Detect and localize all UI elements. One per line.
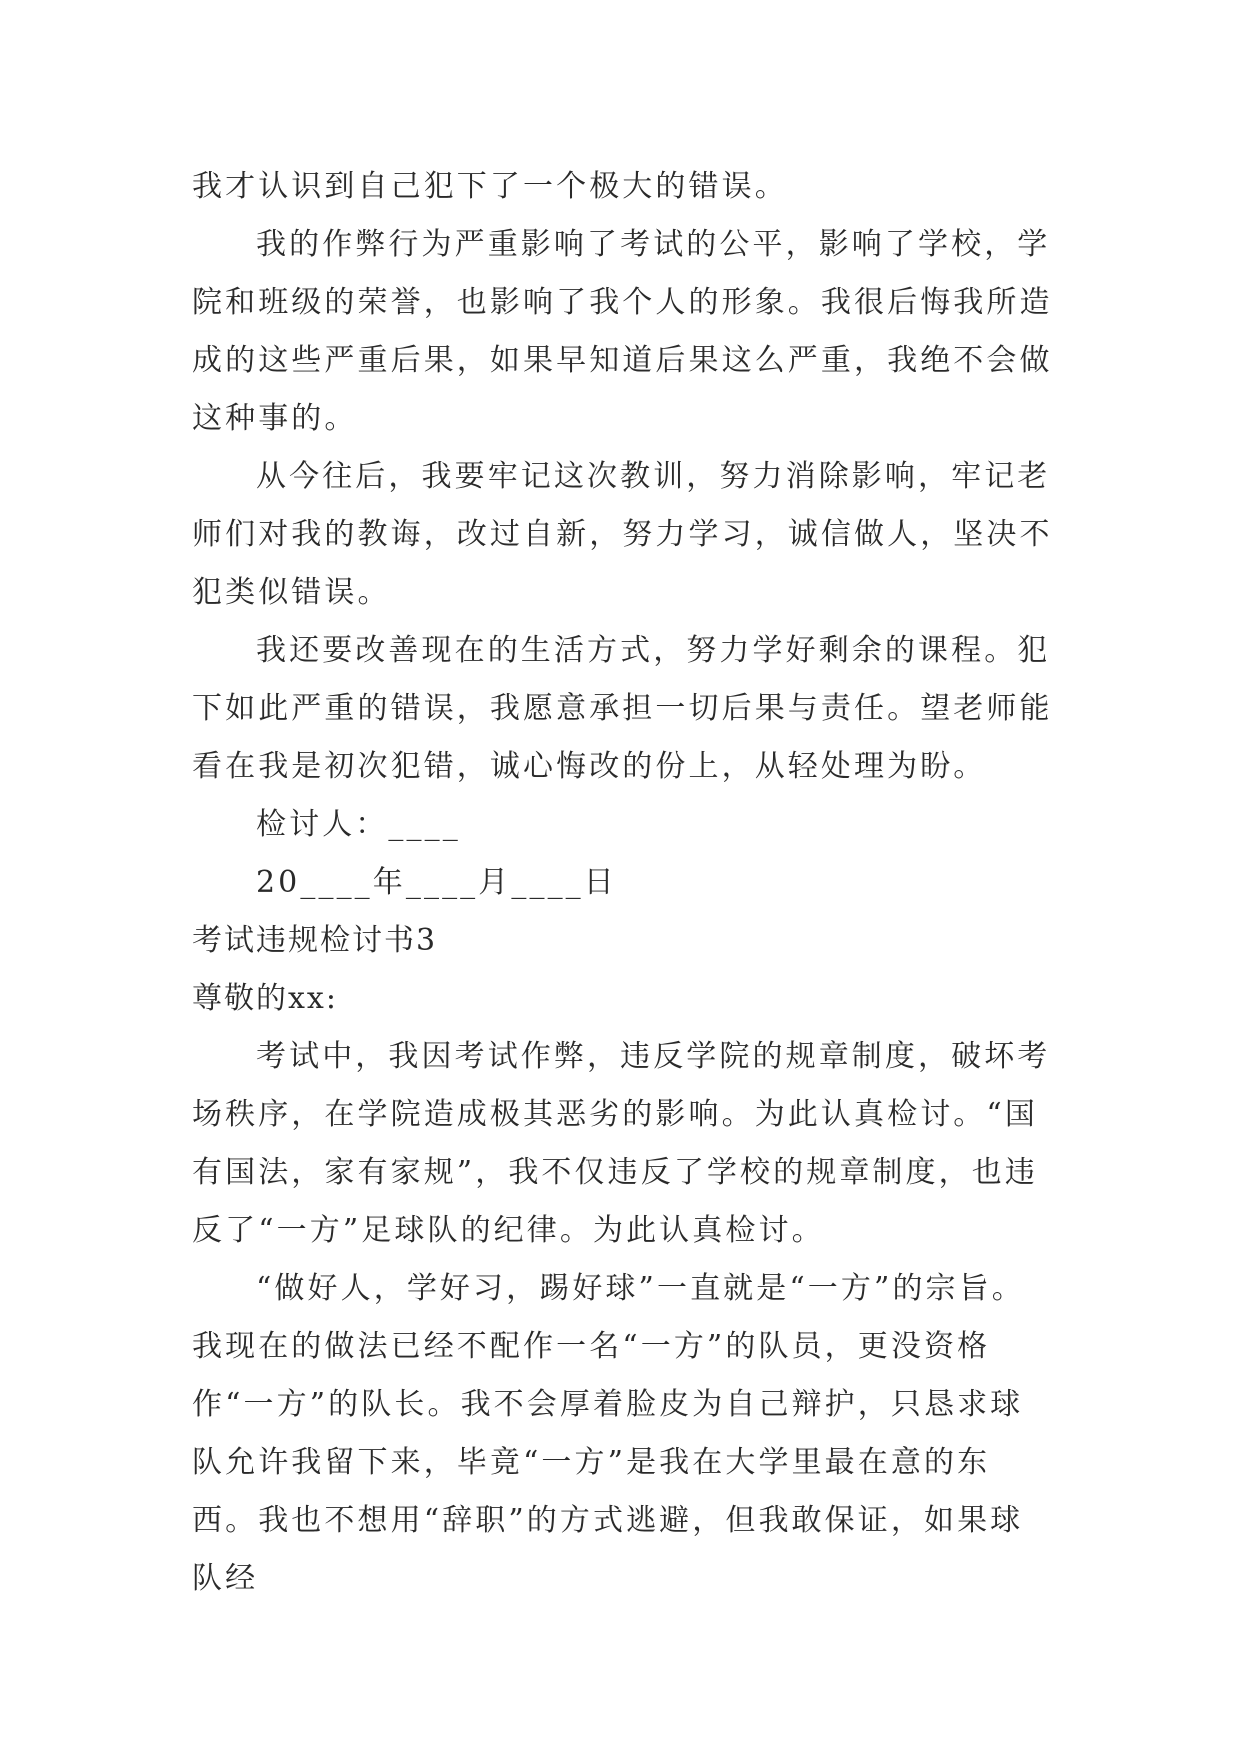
signature-line: 检讨人：____ — [256, 807, 461, 842]
document-page — [192, 158, 1054, 1608]
paragraph-team-motto: “做好人，学好习，踢好球”一直就是“一方”的宗旨。我现在的做法已经不配作一名“一方”的队员，更没资格作“一方”的队长。我不会厚着脸皮为自己辩护，只恳求球队允许我留下来，毕竟“一方”是我在大学里最在意的东西。我也不想用“辞职”的方式逃避，但我敢保证，如果球队经 — [192, 1271, 1025, 1596]
paragraph-impact: 我的作弊行为严重影响了考试的公平，影响了学校，学院和班级的荣誉，也影响了我个人的形象。我很后悔我所造成的这些严重后果，如果早知道后果这么严重，我绝不会做这种事的。 — [192, 227, 1053, 436]
paragraph-resolution: 从今往后，我要牢记这次教训，努力消除影响，牢记老师们对我的教诲，改过自新，努力学习，诚信做人，坚决不犯类似错误。 — [192, 459, 1053, 610]
paragraph-confession: 考试中，我因考试作弊，违反学院的规章制度，破坏考场秩序，在学院造成极其恶劣的影响。为此认真检讨。“国有国法，家有家规”，我不仅违反了学校的规章制度，也违反了“一方”足球队的纪律。为此认真检讨。 — [192, 1039, 1051, 1248]
paragraph-request: 我还要改善现在的生活方式，努力学好剩余的课程。犯下如此严重的错误，我愿意承担一切后果与责任。望老师能看在我是初次犯错，诚心悔改的份上，从轻处理为盼。 — [192, 633, 1053, 784]
date-line: 20____年____月____日 — [256, 865, 617, 900]
section-title: 考试违规检讨书3 — [192, 923, 438, 958]
salutation: 尊敬的xx: — [192, 981, 338, 1016]
paragraph-continuation: 我才认识到自己犯下了一个极大的错误。 — [192, 169, 788, 204]
